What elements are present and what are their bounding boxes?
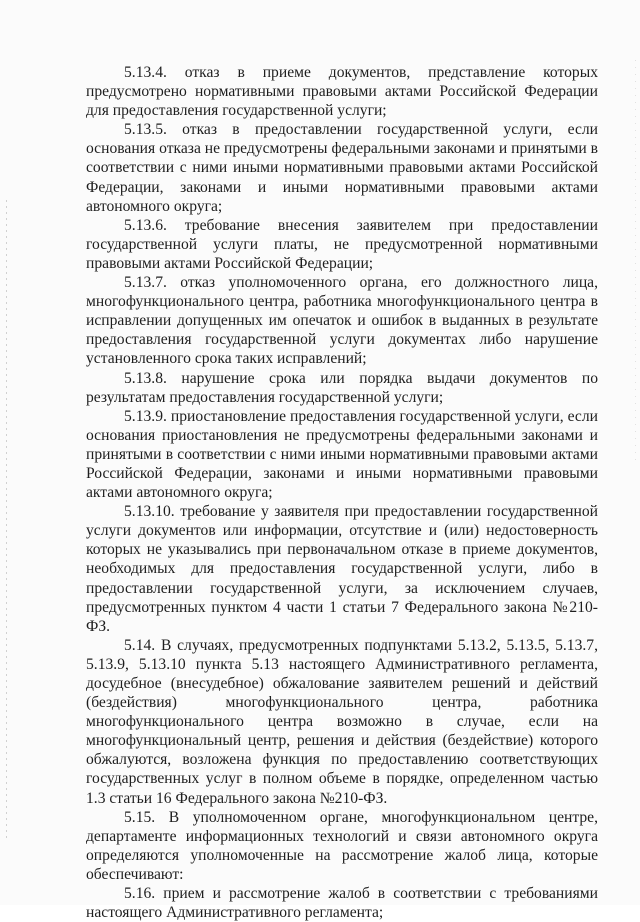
paragraph-5-16: 5.16. прием и рассмотрение жалоб в соответствии с требованиями настоящего Административного регламента; (86, 885, 598, 922)
paragraph-5-13-4: 5.13.4. отказ в приеме документов, представление которых предусмотрено нормативными правовыми актами Российской Федерации для предоставления государственной услуги; (86, 64, 598, 120)
paragraph-5-13-10: 5.13.10. требование у заявителя при предоставлении государственной услуги документов или информации, отсутствие и (или) недостоверность которых не указывались при первоначальном отказе в приеме документов, необходимых для предоставления государственной услуги, либо в предоставлении государственной услуги, за исключением случаев, предусмотренных пунктом 4 части 1 статьи 7 Федерального закона №210-ФЗ. (86, 503, 598, 635)
paragraph-5-15: 5.15. В уполномоченном органе, многофункциональном центре, департаменте информационных технологий и связи автономного округа определяются уполномоченные на рассмотрение жалоб лица, которые обеспечивают: (86, 808, 598, 883)
paragraph-5-14: 5.14. В случаях, предусмотренных подпунктами 5.13.2, 5.13.5, 5.13.7, 5.13.9, 5.13.10 пункта 5.13 настоящего Административного регламента, досудебное (внесудебное) обжалование заявителем решений и действий (бездействия) многофункционального центра, работника многофункционального центра возможно в случае, если на многофункциональный центр, решения и действия (бездействие) которого обжалуются, возложена функция по предоставлению соответствующих государственных услуг в полном объеме в порядке, определенном частью 1.3 статьи 16 Федерального закона №210-ФЗ. (86, 636, 598, 807)
paragraph-5-13-5: 5.13.5. отказ в предоставлении государственной услуги, если основания отказа не предусмотрены федеральными законами и принятыми в соответствии с ними иными нормативными правовыми актами Российской Федерации, законами и иными нормативными правовыми актами автономного округа; (86, 121, 598, 215)
paragraph-5-13-7: 5.13.7. отказ уполномоченного органа, его должностного лица, многофункционального центра, работника многофункционального центра в исправлении допущенных им опечаток и ошибок в выданных в результате предоставления государственной услуги документах либо нарушение установленного срока таких исправлений; (86, 274, 598, 368)
paragraph-5-13-8: 5.13.8. нарушение срока или порядка выдачи документов по результатам предоставления государственной услуги; (86, 369, 598, 406)
scan-edge-left (6, 200, 7, 840)
paragraph-5-13-9: 5.13.9. приостановление предоставления государственной услуги, если основания приостановления не предусмотрены федеральными законами и принятыми в соответствии с ними иными нормативными правовыми актами Российской Федерации, законами и иными нормативными правовыми актами автономного округа; (86, 407, 598, 502)
scan-edge-right (635, 60, 636, 460)
document-body (86, 63, 598, 922)
paragraph-5-13-6: 5.13.6. требование внесения заявителем при предоставлении государственной услуги платы, не предусмотренной нормативными правовыми актами Российской Федерации; (86, 216, 598, 272)
